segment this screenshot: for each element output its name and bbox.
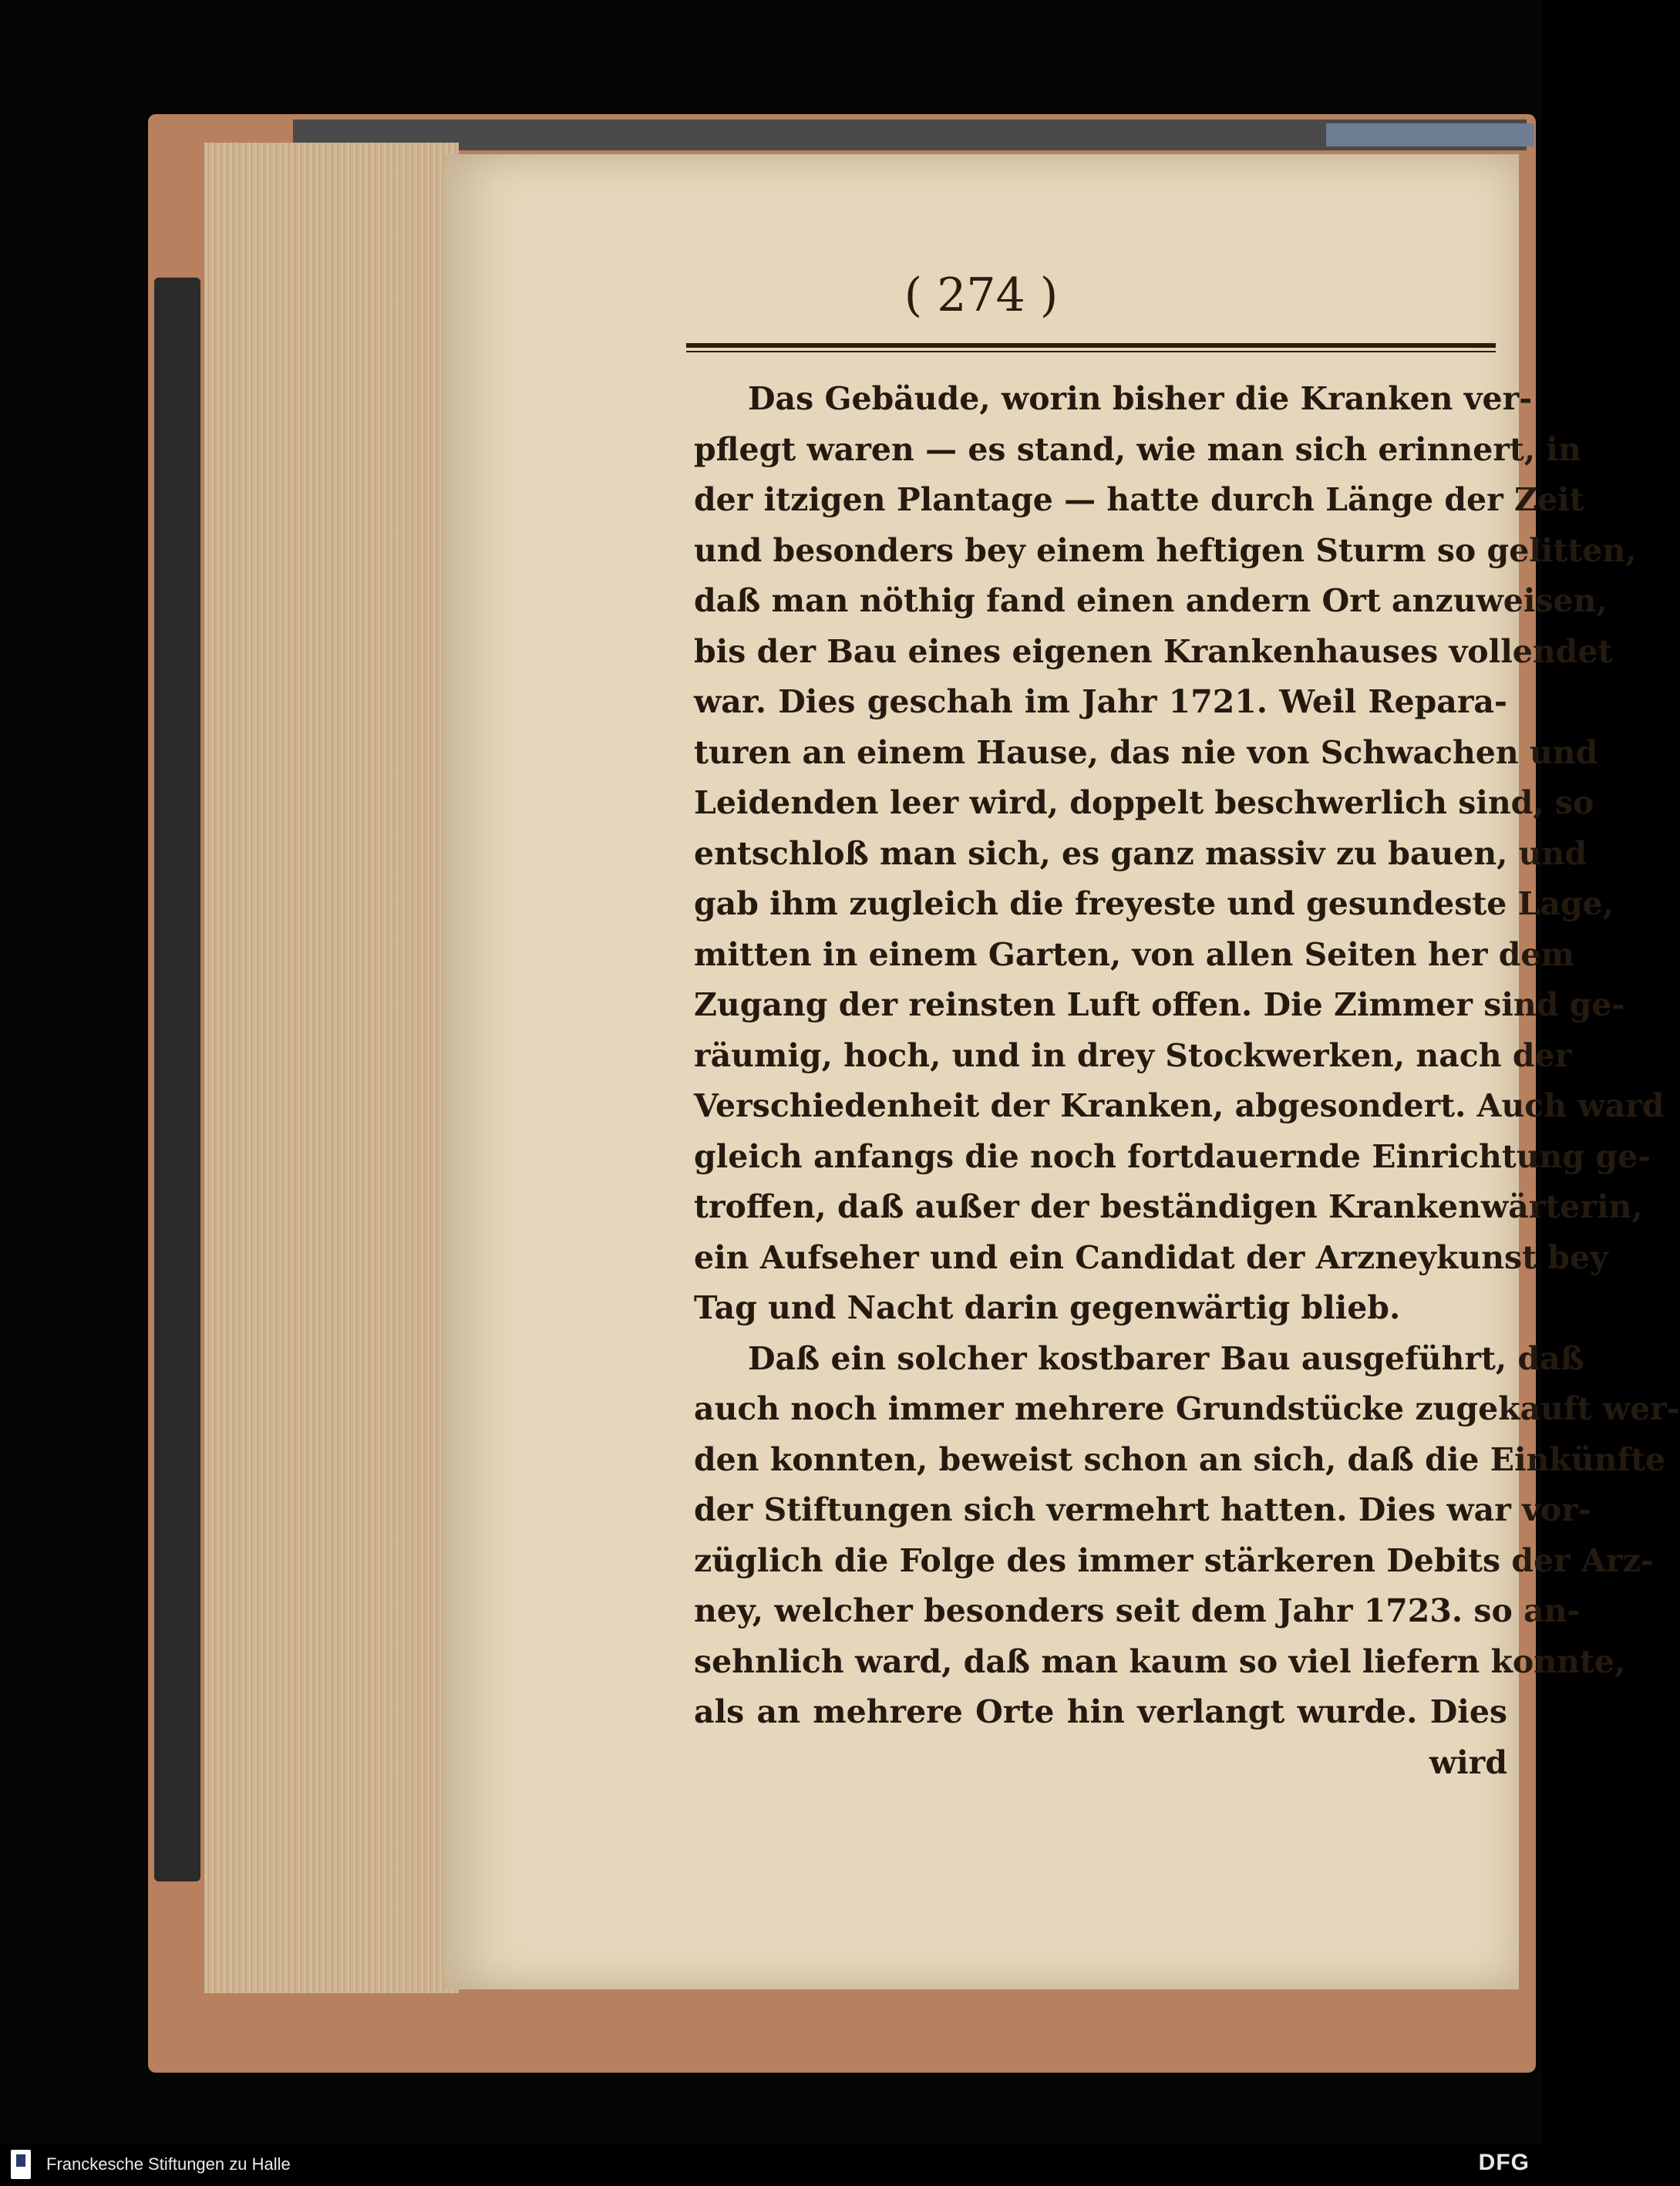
book-page	[443, 154, 1680, 1989]
text-line: entschloß man sich, es ganz massiv zu bauen, und	[694, 834, 1587, 872]
text-line: Zugang der reinsten Luft offen. Die Zimmer sind ge-	[694, 986, 1625, 1023]
text-line: pflegt waren — es stand, wie man sich erinnert, in	[694, 430, 1581, 468]
dfg-logo[interactable]: DFG	[1478, 2150, 1530, 2175]
institution-name[interactable]: Franckesche Stiftungen zu Halle	[46, 2154, 291, 2174]
text-line: bis der Bau eines eigenen Krankenhauses vollendet	[694, 632, 1613, 670]
text-line: Verschiedenheit der Kranken, abgesondert. Auch ward	[694, 1087, 1665, 1124]
text-line: der Stiftungen sich vermehrt hatten. Dies war vor-	[694, 1491, 1591, 1528]
institution-logo-icon	[11, 2150, 31, 2179]
text-line: war. Dies geschah im Jahr 1721. Weil Repara-	[694, 683, 1507, 720]
page-block-edge	[204, 143, 459, 1993]
text-line: ney, welcher besonders seit dem Jahr 1723. so an-	[694, 1592, 1581, 1629]
page-body-text	[694, 374, 1680, 1788]
text-line: turen an einem Hause, das nie von Schwachen und	[694, 733, 1598, 771]
text-line: und besonders bey einem heftigen Sturm so gelitten,	[694, 531, 1637, 569]
text-line: gab ihm zugleich die freyeste und gesundeste Lage,	[694, 885, 1614, 922]
text-line: der itzigen Plantage — hatte durch Länge der Zeit	[694, 481, 1584, 518]
text-line: den konnten, beweist schon an sich, daß die Einkünfte	[694, 1440, 1666, 1478]
text-line: als an mehrere Orte hin verlangt wurde. Dies	[694, 1693, 1507, 1730]
text-line: Daß ein solcher kostbarer Bau ausgeführt, daß	[748, 1339, 1584, 1377]
header-rule	[686, 343, 1496, 352]
text-line: daß man nöthig fand einen andern Ort anzuweisen,	[694, 582, 1608, 619]
book-spine	[154, 278, 200, 1881]
page-number-header: ( 274 )	[904, 268, 1059, 322]
text-line: auch noch immer mehrere Grundstücke zugekauft wer-	[694, 1390, 1680, 1427]
text-line: Tag und Nacht darin gegenwärtig blieb.	[694, 1289, 1401, 1326]
text-line: mitten in einem Garten, von allen Seiten her dem	[694, 935, 1574, 973]
text-line: Leidenden leer wird, doppelt beschwerlich sind, so	[694, 784, 1594, 821]
text-line: sehnlich ward, daß man kaum so viel liefern konnte,	[694, 1642, 1626, 1680]
text-line: räumig, hoch, und in drey Stockwerken, nach der	[694, 1036, 1572, 1074]
viewer-footer	[0, 2144, 1542, 2186]
text-line: ein Aufseher und ein Candidat der Arzneykunst bey	[694, 1238, 1608, 1276]
text-line: Das Gebäude, worin bisher die Kranken ver-	[748, 380, 1533, 417]
book-top-cloth	[1326, 123, 1534, 147]
catchword: wird	[1429, 1743, 1507, 1781]
text-line: gleich anfangs die noch fortdauernde Einrichtung ge-	[694, 1137, 1651, 1175]
text-line: troffen, daß außer der beständigen Krankenwärterin,	[694, 1188, 1643, 1225]
text-line: züglich die Folge des immer stärkeren Debits der Arz-	[694, 1541, 1654, 1579]
